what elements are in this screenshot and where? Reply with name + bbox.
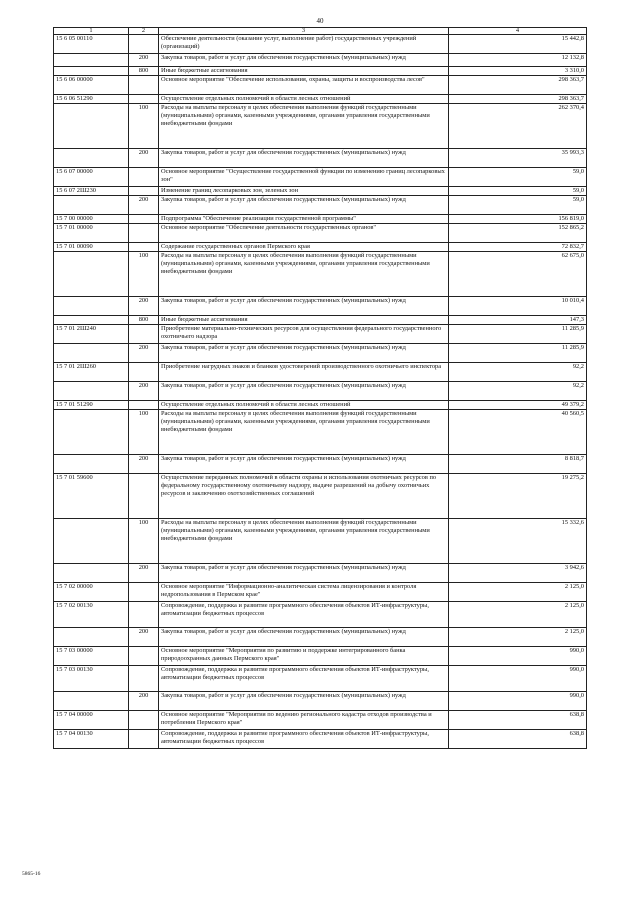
program-code-cell: 15 7 01 2Ш240 <box>54 325 129 344</box>
table-row <box>54 243 587 252</box>
table-header-row <box>54 28 587 35</box>
description-cell: Сопровождение, поддержка и развитие программного обеспечения объектов ИТ-инфраструктуры, автоматизации бюджетных процессов <box>159 602 449 628</box>
program-code-cell <box>54 455 129 474</box>
program-code-cell <box>54 196 129 215</box>
description-cell: Закупка товаров, работ и услуг для обеспечения государственных (муниципальных) нужд <box>159 455 449 474</box>
description-cell: Сопровождение, поддержка и развитие программного обеспечения объектов ИТ-инфраструктуры, автоматизации бюджетных процессов <box>159 730 449 749</box>
table-row <box>54 149 587 168</box>
description-cell: Сопровождение, поддержка и развитие программного обеспечения объектов ИТ-инфраструктуры, автоматизации бюджетных процессов <box>159 666 449 692</box>
description-cell: Закупка товаров, работ и услуг для обеспечения государственных (муниципальных) нужд <box>159 628 449 647</box>
expense-type-cell: 100 <box>129 410 159 455</box>
expense-type-cell: 200 <box>129 149 159 168</box>
expense-type-cell <box>129 401 159 410</box>
description-cell: Осуществление отдельных полномочий в области лесных отношений <box>159 95 449 104</box>
amount-cell: 298 363,7 <box>449 76 587 95</box>
amount-cell: 2 125,0 <box>449 602 587 628</box>
table-row <box>54 196 587 215</box>
expense-type-cell <box>129 666 159 692</box>
program-code-cell <box>54 344 129 363</box>
description-cell: Закупка товаров, работ и услуг для обеспечения государственных (муниципальных) нужд <box>159 54 449 67</box>
expense-type-cell <box>129 711 159 730</box>
expense-type-cell <box>129 168 159 187</box>
expense-type-cell: 200 <box>129 455 159 474</box>
expense-type-cell: 200 <box>129 382 159 401</box>
description-cell: Подпрограмма "Обеспечение реализации государственной программы" <box>159 215 449 224</box>
amount-cell: 3 310,0 <box>449 67 587 76</box>
table-row <box>54 95 587 104</box>
table-row <box>54 711 587 730</box>
description-cell: Закупка товаров, работ и услуг для обеспечения государственных (муниципальных) нужд <box>159 149 449 168</box>
program-code-cell <box>54 410 129 455</box>
program-code-cell <box>54 692 129 711</box>
amount-cell: 2 125,0 <box>449 583 587 602</box>
page-number: 40 <box>316 17 324 25</box>
table-row <box>54 297 587 316</box>
amount-cell: 156 819,0 <box>449 215 587 224</box>
description-cell: Закупка товаров, работ и услуг для обеспечения государственных (муниципальных) нужд <box>159 692 449 711</box>
amount-cell: 59,0 <box>449 187 587 196</box>
expense-type-cell: 200 <box>129 692 159 711</box>
program-code-cell <box>54 628 129 647</box>
expense-type-cell <box>129 363 159 382</box>
program-code-cell <box>54 316 129 325</box>
expense-type-cell <box>129 95 159 104</box>
expense-type-cell <box>129 187 159 196</box>
description-cell: Приобретение материально-технических ресурсов для осуществления федерального государственного охотничьего надзора <box>159 325 449 344</box>
table-row <box>54 602 587 628</box>
description-cell: Основное мероприятие "Мероприятия по ведению регионального кадастра отходов производства и потребления Пермского края" <box>159 711 449 730</box>
document-code: 5865-16 <box>22 871 41 877</box>
amount-cell: 72 832,7 <box>449 243 587 252</box>
description-cell: Приобретение нагрудных знаков и бланков удостоверений производственного охотничьего инспектора <box>159 363 449 382</box>
expense-type-cell <box>129 243 159 252</box>
expense-type-cell <box>129 647 159 666</box>
table-row <box>54 316 587 325</box>
program-code-cell: 15 7 04 00000 <box>54 711 129 730</box>
amount-cell: 12 132,8 <box>449 54 587 67</box>
amount-cell: 2 125,0 <box>449 628 587 647</box>
amount-cell: 990,0 <box>449 692 587 711</box>
amount-cell: 59,0 <box>449 196 587 215</box>
program-code-cell <box>54 519 129 564</box>
amount-cell: 92,2 <box>449 363 587 382</box>
program-code-cell <box>54 252 129 297</box>
program-code-cell: 15 7 04 00130 <box>54 730 129 749</box>
program-code-cell: 15 7 02 00130 <box>54 602 129 628</box>
expense-type-cell: 100 <box>129 519 159 564</box>
amount-cell: 15 442,8 <box>449 35 587 54</box>
amount-cell: 262 370,4 <box>449 104 587 149</box>
amount-cell: 35 993,3 <box>449 149 587 168</box>
table-row <box>54 519 587 564</box>
amount-cell: 8 818,7 <box>449 455 587 474</box>
table-row <box>54 363 587 382</box>
expense-type-cell: 100 <box>129 252 159 297</box>
description-cell: Закупка товаров, работ и услуг для обеспечения государственных (муниципальных) нужд <box>159 297 449 316</box>
program-code-cell: 15 7 03 00130 <box>54 666 129 692</box>
program-code-cell: 15 7 01 2Ш260 <box>54 363 129 382</box>
expense-type-cell: 200 <box>129 628 159 647</box>
description-cell: Закупка товаров, работ и услуг для обеспечения государственных (муниципальных) нужд <box>159 382 449 401</box>
description-cell: Основное мероприятие "Информационно-аналитическая система лицензирования и контроля недропользования в Пермском крае" <box>159 583 449 602</box>
table-row <box>54 252 587 297</box>
table-row <box>54 54 587 67</box>
description-cell: Осуществление переданных полномочий в области охраны и использования охотничьих ресурсов по федеральному государственному охотничьему надзору, выдаче разрешений на добычу охотничьих ресурсов и заключению охотхозяйственных соглашений <box>159 474 449 519</box>
budget-table <box>53 27 587 749</box>
program-code-cell: 15 6 05 00110 <box>54 35 129 54</box>
table-row <box>54 692 587 711</box>
expense-type-cell <box>129 76 159 95</box>
column-header: 4 <box>449 28 587 35</box>
program-code-cell: 15 7 01 51290 <box>54 401 129 410</box>
program-code-cell: 15 7 01 00000 <box>54 224 129 243</box>
table-body <box>54 35 587 749</box>
program-code-cell <box>54 67 129 76</box>
table-row <box>54 382 587 401</box>
program-code-cell: 15 6 06 00000 <box>54 76 129 95</box>
expense-type-cell <box>129 583 159 602</box>
table-row <box>54 401 587 410</box>
program-code-cell: 15 7 01 00090 <box>54 243 129 252</box>
amount-cell: 15 332,6 <box>449 519 587 564</box>
expense-type-cell <box>129 602 159 628</box>
description-cell: Закупка товаров, работ и услуг для обеспечения государственных (муниципальных) нужд <box>159 564 449 583</box>
expense-type-cell <box>129 730 159 749</box>
description-cell: Закупка товаров, работ и услуг для обеспечения государственных (муниципальных) нужд <box>159 344 449 363</box>
program-code-cell: 15 7 00 00000 <box>54 215 129 224</box>
amount-cell: 990,0 <box>449 666 587 692</box>
table-row <box>54 325 587 344</box>
amount-cell: 147,3 <box>449 316 587 325</box>
table-row <box>54 455 587 474</box>
expense-type-cell: 200 <box>129 297 159 316</box>
table-row <box>54 666 587 692</box>
program-code-cell <box>54 54 129 67</box>
amount-cell: 152 865,2 <box>449 224 587 243</box>
table-row <box>54 474 587 519</box>
table-row <box>54 168 587 187</box>
amount-cell: 62 675,0 <box>449 252 587 297</box>
expense-type-cell: 200 <box>129 564 159 583</box>
program-code-cell <box>54 297 129 316</box>
amount-cell: 49 379,2 <box>449 401 587 410</box>
expense-type-cell: 800 <box>129 316 159 325</box>
table-row <box>54 344 587 363</box>
description-cell: Расходы на выплаты персоналу в целях обеспечения выполнения функций государственными (муниципальными) органами, казенными учреждениями, органами управления государственными внебюджетными фондами <box>159 252 449 297</box>
column-header: 3 <box>159 28 449 35</box>
description-cell: Расходы на выплаты персоналу в целях обеспечения выполнения функций государственными (муниципальными) органами, казенными учреждениями, органами управления государственными внебюджетными фондами <box>159 519 449 564</box>
table-row <box>54 730 587 749</box>
amount-cell: 59,0 <box>449 168 587 187</box>
program-code-cell: 15 7 03 00000 <box>54 647 129 666</box>
description-cell: Иные бюджетные ассигнования <box>159 67 449 76</box>
expense-type-cell <box>129 215 159 224</box>
amount-cell: 40 560,5 <box>449 410 587 455</box>
amount-cell: 92,2 <box>449 382 587 401</box>
description-cell: Осуществление отдельных полномочий в области лесных отношений <box>159 401 449 410</box>
table-row <box>54 647 587 666</box>
program-code-cell <box>54 104 129 149</box>
expense-type-cell <box>129 474 159 519</box>
column-header: 2 <box>129 28 159 35</box>
table-row <box>54 215 587 224</box>
amount-cell: 638,8 <box>449 730 587 749</box>
program-code-cell: 15 6 06 51290 <box>54 95 129 104</box>
amount-cell: 298 363,7 <box>449 95 587 104</box>
program-code-cell: 15 7 01 59600 <box>54 474 129 519</box>
description-cell: Закупка товаров, работ и услуг для обеспечения государственных (муниципальных) нужд <box>159 196 449 215</box>
amount-cell: 10 010,4 <box>449 297 587 316</box>
description-cell: Изменение границ лесопарковых зон, зеленых зон <box>159 187 449 196</box>
description-cell: Иные бюджетные ассигнования <box>159 316 449 325</box>
expense-type-cell: 200 <box>129 54 159 67</box>
table-row <box>54 583 587 602</box>
table-row <box>54 67 587 76</box>
expense-type-cell: 800 <box>129 67 159 76</box>
table-row <box>54 76 587 95</box>
program-code-cell <box>54 149 129 168</box>
expense-type-cell: 100 <box>129 104 159 149</box>
expense-type-cell: 200 <box>129 344 159 363</box>
amount-cell: 638,8 <box>449 711 587 730</box>
column-header: 1 <box>54 28 129 35</box>
program-code-cell <box>54 564 129 583</box>
table-row <box>54 410 587 455</box>
table-row <box>54 224 587 243</box>
program-code-cell: 15 7 02 00000 <box>54 583 129 602</box>
expense-type-cell <box>129 224 159 243</box>
description-cell: Основное мероприятие "Обеспечение использования, охраны, защиты и воспроизводства лесов" <box>159 76 449 95</box>
table-row <box>54 628 587 647</box>
expense-type-cell <box>129 35 159 54</box>
description-cell: Обеспечение деятельности (оказание услуг, выполнение работ) государственных учреждений (организаций) <box>159 35 449 54</box>
description-cell: Основное мероприятие "Обеспечение деятельности государственных органов" <box>159 224 449 243</box>
table-row <box>54 564 587 583</box>
amount-cell: 11 285,9 <box>449 325 587 344</box>
amount-cell: 990,0 <box>449 647 587 666</box>
expense-type-cell <box>129 325 159 344</box>
description-cell: Содержание государственных органов Пермского края <box>159 243 449 252</box>
expense-type-cell: 200 <box>129 196 159 215</box>
description-cell: Расходы на выплаты персоналу в целях обеспечения выполнения функций государственными (муниципальными) органами, казенными учреждениями, органами управления государственными внебюджетными фондами <box>159 410 449 455</box>
table-row <box>54 104 587 149</box>
table-row <box>54 187 587 196</box>
amount-cell: 19 275,2 <box>449 474 587 519</box>
program-code-cell <box>54 382 129 401</box>
amount-cell: 3 942,6 <box>449 564 587 583</box>
description-cell: Основное мероприятие "Мероприятия по развитию и поддержке интегрированного банка природоохранных данных Пермского края" <box>159 647 449 666</box>
amount-cell: 11 285,9 <box>449 344 587 363</box>
program-code-cell: 15 6 07 2Ш230 <box>54 187 129 196</box>
program-code-cell: 15 6 07 00000 <box>54 168 129 187</box>
description-cell: Основное мероприятие "Осуществление государственной функции по изменению границ лесопарковых зон" <box>159 168 449 187</box>
description-cell: Расходы на выплаты персоналу в целях обеспечения выполнения функций государственными (муниципальными) органами, казенными учреждениями, органами управления государственными внебюджетными фондами <box>159 104 449 149</box>
table-row <box>54 35 587 54</box>
